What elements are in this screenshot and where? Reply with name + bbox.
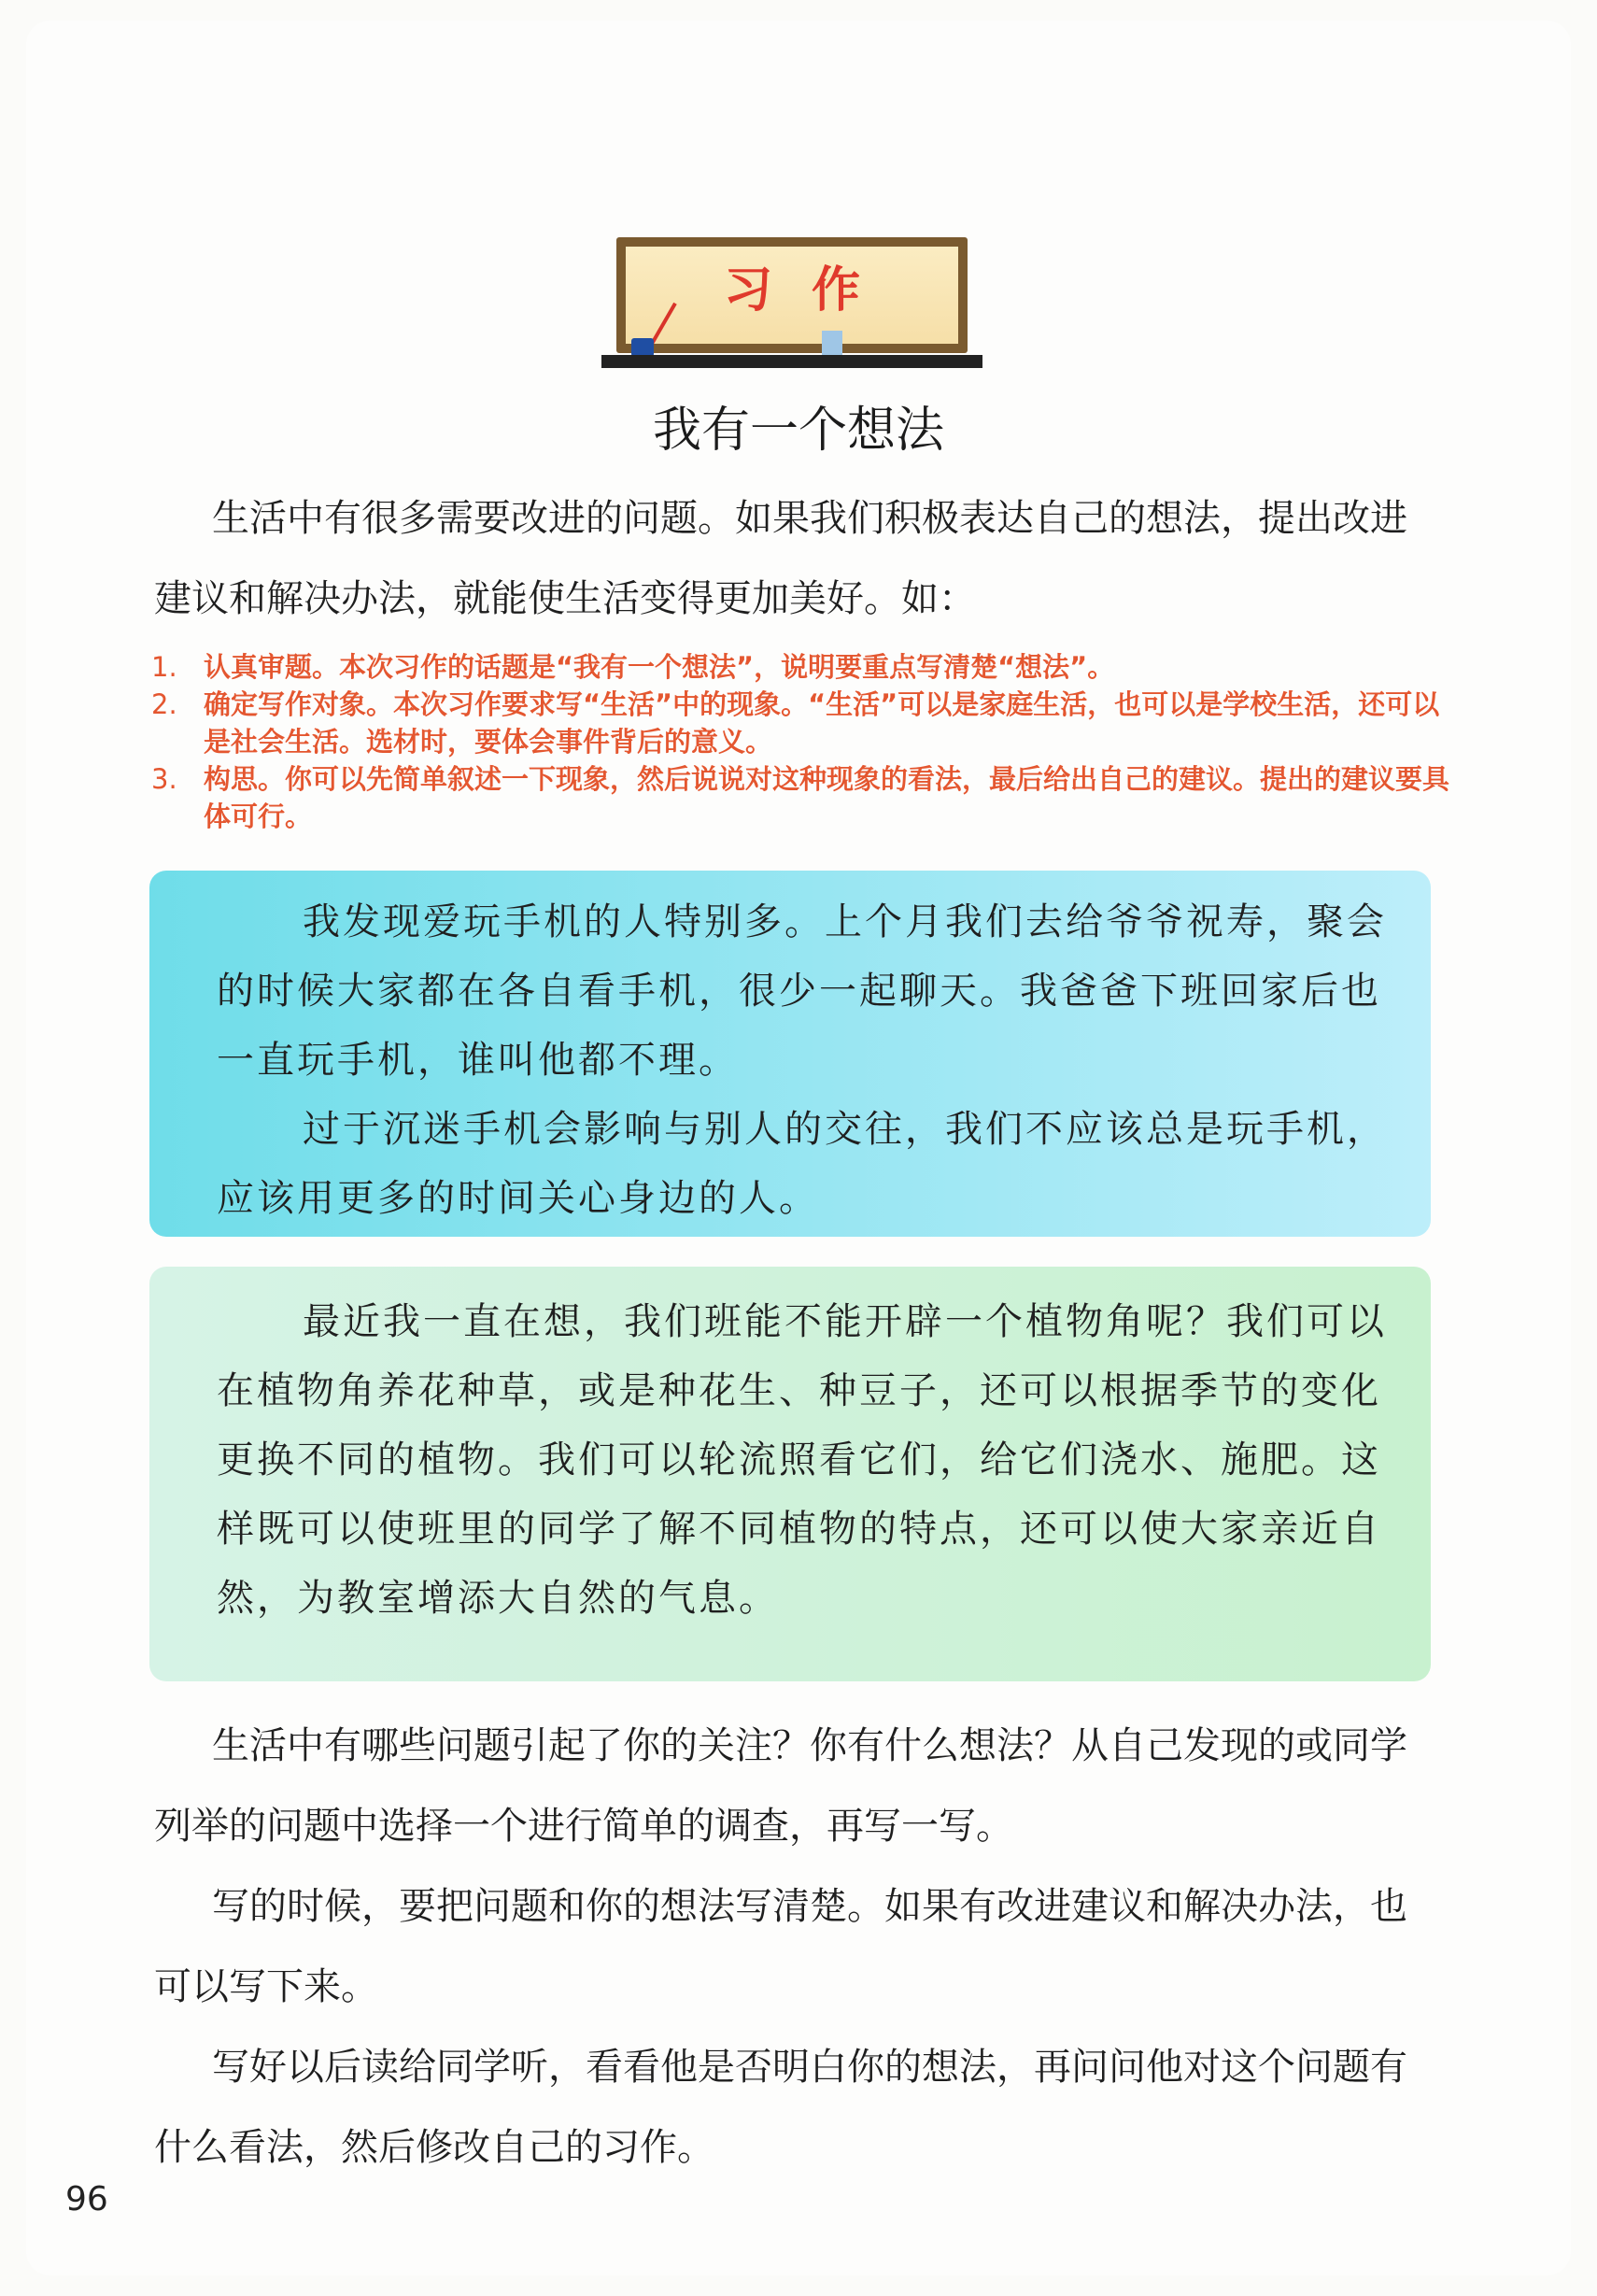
example-box-plant xyxy=(149,1267,1431,1681)
example-box-phone xyxy=(149,871,1431,1237)
intro-paragraph: 生活中有很多需要改进的问题。如果我们积极表达自己的想法，提出改进建议和解决办法，就能使生活变得更加美好。如： xyxy=(154,497,1407,620)
tip-item: 3. 构思。你可以先简单叙述一下现象，然后说说对这种现象的看法，最后给出自己的建议。提出的建议要具体可行。 xyxy=(151,763,1450,832)
body-paragraph-1: 生活中有哪些问题引起了你的关注？你有什么想法？从自己发现的或同学列举的问题中选择一个进行简单的调查，再写一写。 xyxy=(154,1724,1407,1848)
example1-paragraph2: 过于沉迷手机会影响与别人的交往，我们不应该总是玩手机，应该用更多的时间关心身边的人。 xyxy=(217,1108,1387,1220)
tips-list xyxy=(151,648,1449,835)
tip-item: 1. 认真审题。本次习作的话题是“我有一个想法”，说明要重点写清楚“想法”。 xyxy=(151,651,1115,683)
page-number: 96 xyxy=(65,2180,108,2218)
example2-paragraph: 最近我一直在想，我们班能不能开辟一个植物角呢？我们可以在植物角养花种草，或是种花生、种豆子，还可以根据季节的变化更换不同的植物。我们可以轮流照看它们，给它们浇水、施肥。这样既可以使班里的同学了解不同植物的特点，还可以使大家亲近自然，为教室增添大自然的气息。 xyxy=(217,1300,1387,1620)
section-banner xyxy=(605,234,979,359)
body-paragraph-3: 写好以后读给同学听，看看他是否明白你的想法，再问问他对这个问题有什么看法，然后修改自己的习作。 xyxy=(154,2046,1407,2169)
banner-title: 习作 xyxy=(723,262,899,319)
body-paragraph-2: 写的时候，要把问题和你的想法写清楚。如果有改进建议和解决办法，也可以写下来。 xyxy=(154,1885,1407,2008)
ink-bottle-icon xyxy=(631,338,654,357)
example1-paragraph1: 我发现爱玩手机的人特别多。上个月我们去给爷爷祝寿，聚会的时候大家都在各自看手机，很少一起聊天。我爸爸下班回家后也一直玩手机，谁叫他都不理。 xyxy=(217,900,1387,1082)
cup-icon xyxy=(822,331,842,355)
tip-item: 2. 确定写作对象。本次习作要求写“生活”中的现象。“生活”可以是家庭生活，也可以是学校生活，还可以是社会生活。选材时，要体会事件背后的意义。 xyxy=(151,688,1440,758)
page-title: 我有一个想法 xyxy=(652,403,944,459)
shelf xyxy=(601,355,982,368)
